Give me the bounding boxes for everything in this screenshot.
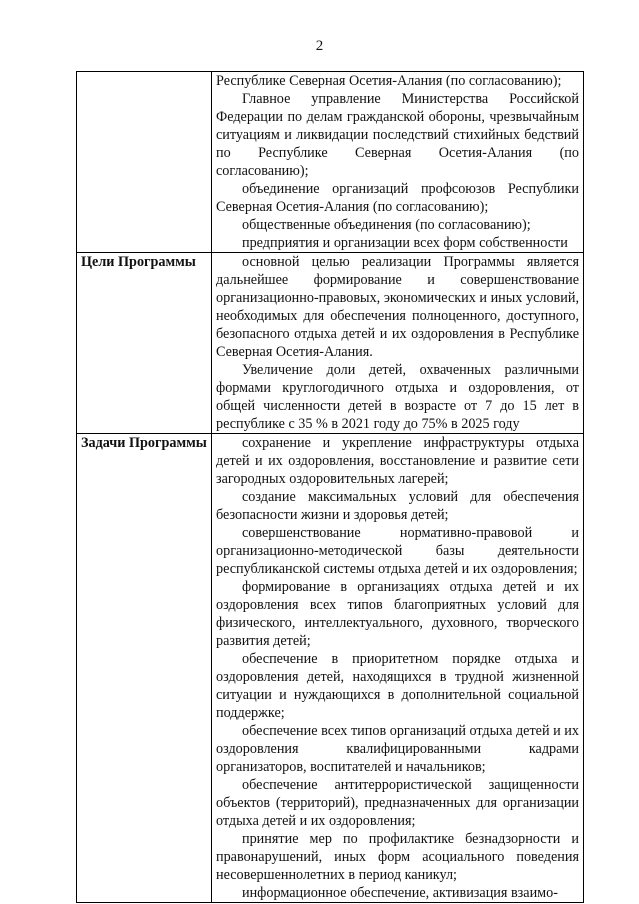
paragraph: информационное обеспечение, активизация взаимо- — [242, 885, 558, 901]
table-row — [77, 72, 584, 253]
paragraph: принятие мер по профилактике безнадзорности и правонарушений, иных форм асоциального поведения несовершеннолетних в период каникул; — [216, 831, 579, 883]
row-label-tasks: Задачи Программы — [81, 435, 207, 451]
paragraph: Главное управление Министерства Российской Федерации по делам гражданской обороны, чрезвычайным ситуациям и ликвидации последствий стихийных бедствий по Республике Северная Осетия-Алания (по согласованию); — [216, 91, 579, 179]
paragraph: создание максимальных условий для обеспечения безопасности жизни и здоровья детей; — [216, 489, 579, 523]
paragraph: сохранение и укрепление инфраструктуры отдыха детей и их оздоровления, восстановление и развитие сети загородных оздоровительных лагерей; — [216, 435, 579, 487]
paragraph: обеспечение антитеррористической защищенности объектов (территорий), предназначенных для организации отдыха детей и их оздоровления; — [216, 777, 579, 829]
paragraph: Республике Северная Осетия-Алания (по согласованию); — [216, 73, 562, 89]
row-content-cell — [212, 72, 584, 253]
paragraph: обеспечение всех типов организаций отдыха детей и их оздоровления квалифицированными кадрами организаторов, воспитателей и начальников; — [216, 723, 579, 775]
row-content-cell — [212, 253, 584, 434]
paragraph: Увеличение доли детей, охваченных различными формами круглогодичного отдыха и оздоровления, от общей численности детей в возрасте от 7 до 15 лет в республике с 35 % в 2021 году до 75% в 2025 году — [216, 362, 579, 432]
table-row — [77, 434, 584, 903]
page-number: 2 — [315, 38, 324, 54]
paragraph: формирование в организациях отдыха детей и их оздоровления всех типов благоприятных условий для физического, интеллектуального, духовного, творческого развития детей; — [216, 579, 579, 649]
row-label-cell — [77, 72, 212, 253]
paragraph: общественные объединения (по согласованию); — [242, 217, 531, 233]
row-content-cell — [212, 434, 584, 903]
table-row — [77, 253, 584, 434]
program-passport-table — [76, 71, 584, 903]
row-label-goals: Цели Программы — [81, 254, 196, 270]
paragraph: предприятия и организации всех форм собственности — [242, 235, 568, 251]
paragraph: совершенствование нормативно-правовой и организационно-методической базы деятельности республиканской системы отдыха детей и их оздоровления; — [216, 525, 579, 577]
paragraph: объединение организаций профсоюзов Республики Северная Осетия-Алания (по согласованию); — [216, 181, 579, 215]
row-label-cell — [77, 434, 212, 903]
row-label-cell — [77, 253, 212, 434]
paragraph: основной целью реализации Программы является дальнейшее формирование и совершенствование организационно-правовых, экономических и иных условий, необходимых для обеспечения полноценного, доступного, безопасного отдыха детей и их оздоровления в Республике Северная Осетия-Алания. — [216, 254, 579, 360]
paragraph: обеспечение в приоритетном порядке отдыха и оздоровления детей, находящихся в трудной жизненной ситуации и нуждающихся в дополнительной социальной поддержке; — [216, 651, 579, 721]
